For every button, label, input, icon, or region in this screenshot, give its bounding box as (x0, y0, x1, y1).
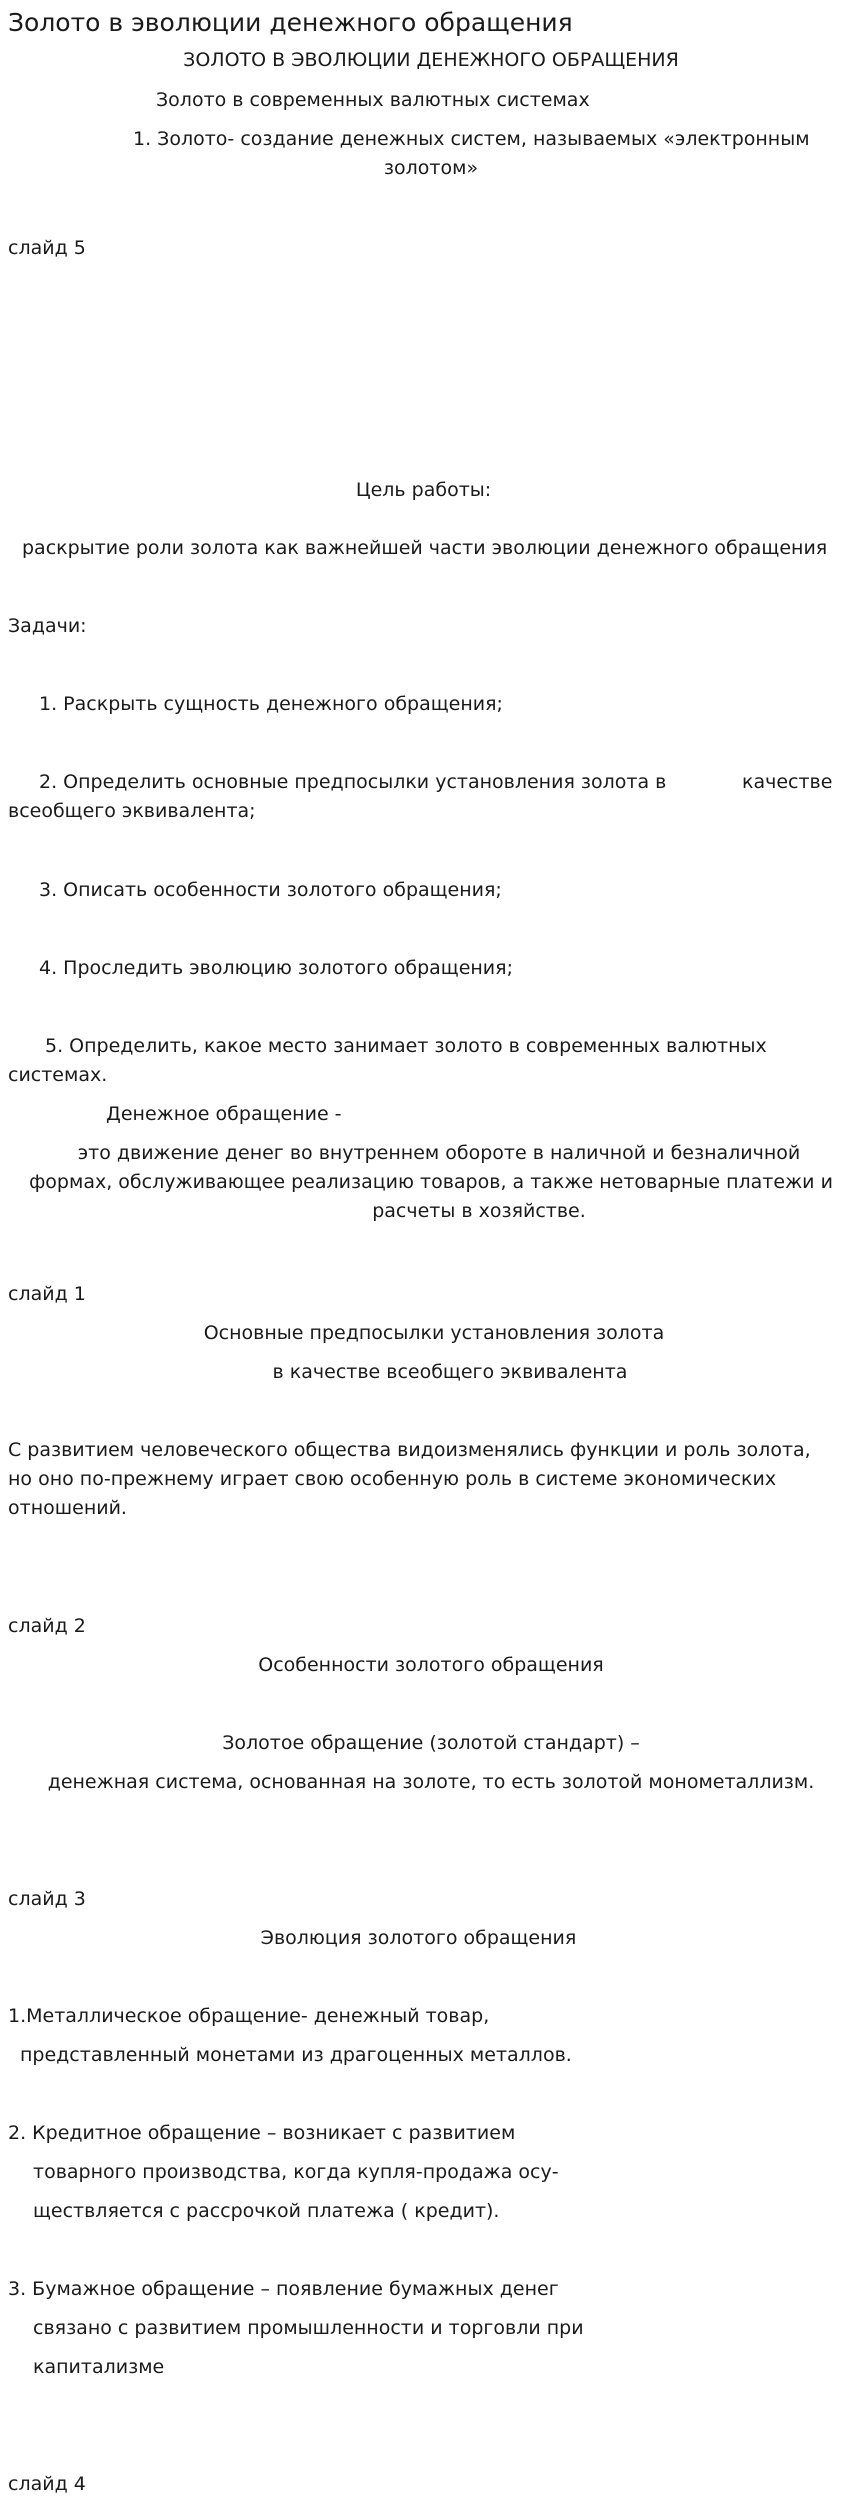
evolution-item-3-line-2: связано с развитием промышленности и торговли при (33, 2317, 584, 2339)
task-3: 3. Описать особенности золотого обращения; (39, 879, 502, 901)
task-2-line-1: 2. Определить основные предпосылки установления золота в (39, 771, 667, 793)
slide-5-label: слайд 5 (8, 237, 86, 259)
goal-label: Цель работы: (355, 479, 492, 501)
task-4: 4. Проследить эволюцию золотого обращения; (39, 957, 513, 979)
subheading: Золото в современных валютных системах (156, 89, 590, 111)
definition-line-1: это движение денег во внутреннем обороте в наличной и безналичной (77, 1142, 801, 1164)
task-2-qualifier: качестве (742, 771, 833, 793)
slide-2-definition: денежная система, основанная на золоте, то есть золотой монометаллизм. (47, 1771, 815, 1793)
slide-1-paragraph-line-3: отношений. (8, 1497, 127, 1519)
slide-1-heading-2: в качестве всеобщего эквивалента (272, 1361, 628, 1383)
goal-text: раскрытие роли золота как важнейшей части эволюции денежного обращения (22, 537, 828, 559)
slide-2-term: Золотое обращение (золотой стандарт) – (222, 1732, 640, 1754)
evolution-item-3-line-3: капитализме (33, 2356, 165, 2378)
slide-2-heading: Особенности золотого обращения (258, 1654, 604, 1676)
slide-1-label: слайд 1 (8, 1283, 86, 1305)
definition-term: Денежное обращение - (106, 1103, 342, 1125)
definition-line-2: формах, обслуживающее реализацию товаров, а также нетоварные платежи и (29, 1171, 833, 1193)
task-5-line-2: системах. (8, 1064, 108, 1086)
slide-1-heading-1: Основные предпосылки установления золота (203, 1322, 665, 1344)
slide-1-paragraph-line-2: но оно по-прежнему играет свою особенную роль в системе экономических (8, 1468, 777, 1490)
slide-3-heading: Эволюция золотого обращения (260, 1927, 577, 1949)
page-title: Золото в эволюции денежного обращения (8, 8, 573, 37)
evolution-item-1-line-2: представленный монетами из драгоценных металлов. (20, 2044, 572, 2066)
evolution-item-2-line-2: товарного производства, когда купля-продажа осу- (33, 2161, 559, 2183)
slide-3-label: слайд 3 (8, 1888, 86, 1910)
evolution-item-2-line-1: 2. Кредитное обращение – возникает с развитием (8, 2122, 516, 2144)
evolution-item-3-line-1: 3. Бумажное обращение – появление бумажных денег (8, 2278, 559, 2300)
task-1: 1. Раскрыть сущность денежного обращения; (39, 693, 503, 715)
task-5-line-1: 5. Определить, какое место занимает золото в современных валютных (45, 1035, 767, 1057)
point-1-line-1: 1. Золото- создание денежных систем, называемых «электронным (133, 128, 810, 150)
slide-1-paragraph-line-1: С развитием человеческого общества видоизменялись функции и роль золота, (8, 1439, 811, 1461)
evolution-item-1-line-1: 1.Металлическое обращение- денежный товар, (8, 2005, 490, 2027)
slide-2-label: слайд 2 (8, 1615, 86, 1637)
definition-line-3: расчеты в хозяйстве. (372, 1200, 586, 1222)
slide-4-label: слайд 4 (8, 2473, 86, 2495)
document-heading: ЗОЛОТО В ЭВОЛЮЦИИ ДЕНЕЖНОГО ОБРАЩЕНИЯ (183, 49, 679, 71)
tasks-label: Задачи: (8, 615, 87, 637)
point-1-line-2: золотом» (383, 157, 479, 179)
task-2-line-2: всеобщего эквивалента; (8, 800, 256, 822)
evolution-item-2-line-3: ществляется с рассрочкой платежа ( кредит). (33, 2200, 500, 2222)
